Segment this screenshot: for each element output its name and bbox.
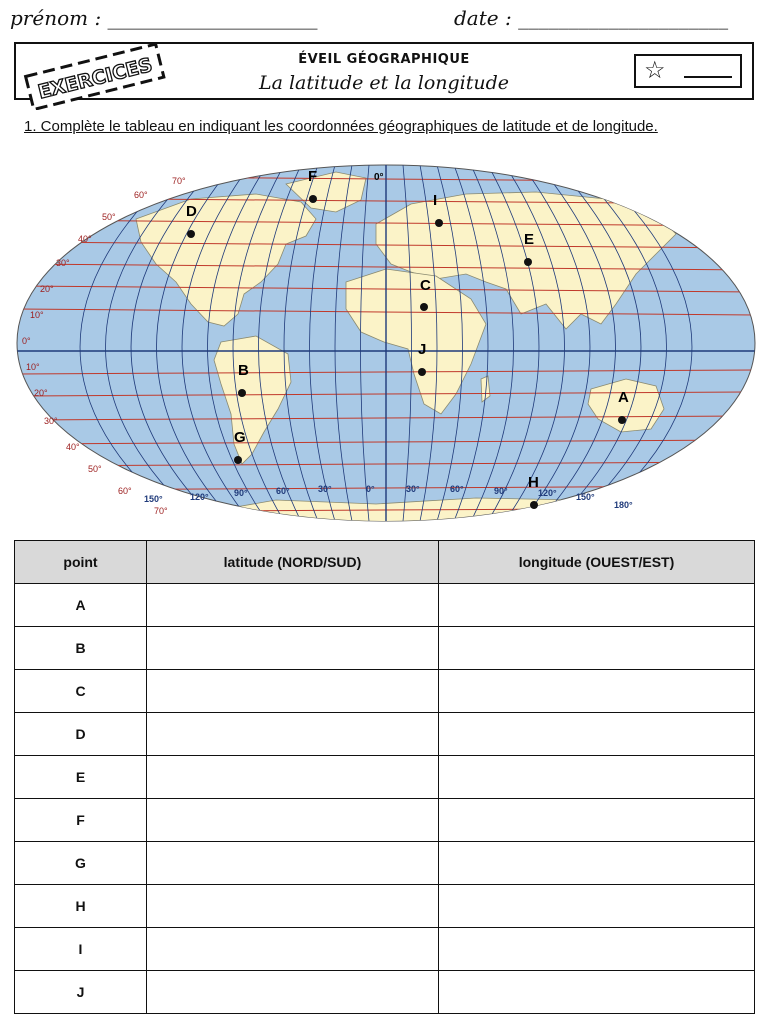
header-longitude: longitude (OUEST/EST) bbox=[439, 541, 755, 584]
map-point-dot bbox=[530, 501, 538, 509]
map-point-dot bbox=[435, 219, 443, 227]
map-point-label: D bbox=[186, 203, 197, 220]
table-row bbox=[15, 799, 755, 842]
latitude-label: 30° bbox=[56, 258, 70, 268]
map-point-dot bbox=[309, 195, 317, 203]
map-point-dot bbox=[187, 230, 195, 238]
longitude-cell[interactable] bbox=[439, 713, 755, 756]
date-label: date : bbox=[454, 6, 512, 30]
map-point-label: A bbox=[618, 389, 629, 406]
latitude-label: 50° bbox=[88, 464, 102, 474]
coordinates-table bbox=[14, 540, 755, 1014]
latitude-cell[interactable] bbox=[147, 627, 439, 670]
longitude-label: 150° bbox=[576, 492, 595, 502]
table-row bbox=[15, 670, 755, 713]
longitude-cell[interactable] bbox=[439, 885, 755, 928]
longitude-label: 120° bbox=[190, 492, 209, 502]
date-blank: _____________________ bbox=[518, 6, 729, 30]
map-point-label: C bbox=[420, 277, 431, 294]
latitude-label: 20° bbox=[34, 388, 48, 398]
map-point-label: J bbox=[418, 341, 427, 358]
longitude-cell[interactable] bbox=[439, 971, 755, 1014]
latitude-label: 40° bbox=[78, 234, 92, 244]
latitude-label: 20° bbox=[40, 284, 54, 294]
star-icon: ☆ bbox=[644, 57, 666, 84]
point-cell: D bbox=[15, 713, 147, 756]
latitude-label: 0° bbox=[22, 336, 31, 346]
table-row bbox=[15, 713, 755, 756]
latitude-label: 10° bbox=[26, 362, 40, 372]
lesson-title: La latitude et la longitude bbox=[258, 72, 510, 94]
latitude-cell[interactable] bbox=[147, 584, 439, 627]
longitude-cell[interactable] bbox=[439, 842, 755, 885]
latitude-cell[interactable] bbox=[147, 971, 439, 1014]
point-cell: E bbox=[15, 756, 147, 799]
latitude-cell[interactable] bbox=[147, 928, 439, 971]
map-point-dot bbox=[618, 416, 626, 424]
map-point-dot bbox=[234, 456, 242, 464]
score-blank[interactable] bbox=[684, 76, 732, 78]
latitude-label: 60° bbox=[134, 190, 148, 200]
point-cell: C bbox=[15, 670, 147, 713]
latitude-cell[interactable] bbox=[147, 670, 439, 713]
table-row bbox=[15, 928, 755, 971]
table-row bbox=[15, 584, 755, 627]
table-header-row bbox=[15, 541, 755, 584]
exercices-label: EXERCICES bbox=[35, 53, 155, 104]
point-cell: H bbox=[15, 885, 147, 928]
header-latitude: latitude (NORD/SUD) bbox=[147, 541, 439, 584]
map-point-label: B bbox=[238, 362, 249, 379]
latitude-label: 50° bbox=[102, 212, 116, 222]
latitude-cell[interactable] bbox=[147, 842, 439, 885]
map-point-dot bbox=[418, 368, 426, 376]
map-point-label: I bbox=[433, 192, 438, 209]
table-row bbox=[15, 885, 755, 928]
longitude-label: 150° bbox=[144, 494, 163, 504]
longitude-label: 30° bbox=[406, 484, 420, 494]
longitude-cell[interactable] bbox=[439, 627, 755, 670]
latitude-label: 70° bbox=[172, 176, 186, 186]
date-line[interactable] bbox=[454, 6, 728, 30]
instruction-text: 1. Complète le tableau en indiquant les coordonnées géographiques de latitude et de longitude. bbox=[24, 118, 658, 135]
map-point-label: H bbox=[528, 474, 539, 491]
top-meridian-label: 0° bbox=[374, 172, 384, 183]
longitude-label: 60° bbox=[450, 484, 464, 494]
latitude-label: 60° bbox=[118, 486, 132, 496]
latitude-cell[interactable] bbox=[147, 799, 439, 842]
longitude-label: 90° bbox=[234, 488, 248, 498]
point-cell: J bbox=[15, 971, 147, 1014]
exercices-tag bbox=[14, 40, 174, 110]
latitude-cell[interactable] bbox=[147, 756, 439, 799]
latitude-label: 10° bbox=[30, 310, 44, 320]
prenom-blank: _____________________ bbox=[107, 6, 318, 30]
subject-title: ÉVEIL GÉOGRAPHIQUE bbox=[298, 52, 470, 67]
prenom-line[interactable] bbox=[10, 6, 318, 30]
table-row bbox=[15, 756, 755, 799]
point-cell: G bbox=[15, 842, 147, 885]
latitude-label: 70° bbox=[154, 506, 168, 516]
longitude-cell[interactable] bbox=[439, 584, 755, 627]
longitude-label: 90° bbox=[494, 486, 508, 496]
score-box bbox=[634, 54, 742, 88]
map-point-dot bbox=[524, 258, 532, 266]
latitude-label: 30° bbox=[44, 416, 58, 426]
world-map bbox=[16, 164, 756, 522]
map-point-dot bbox=[420, 303, 428, 311]
longitude-label: 60° bbox=[276, 486, 290, 496]
longitude-label: 120° bbox=[538, 488, 557, 498]
map-point-label: G bbox=[234, 429, 246, 446]
map-point-label: E bbox=[524, 231, 535, 248]
longitude-label: 0° bbox=[366, 484, 375, 494]
point-cell: F bbox=[15, 799, 147, 842]
longitude-label: 180° bbox=[614, 500, 633, 510]
longitude-cell[interactable] bbox=[439, 756, 755, 799]
longitude-cell[interactable] bbox=[439, 928, 755, 971]
header-line bbox=[8, 6, 760, 36]
map-point-dot bbox=[238, 389, 246, 397]
point-cell: I bbox=[15, 928, 147, 971]
table-row bbox=[15, 842, 755, 885]
longitude-cell[interactable] bbox=[439, 799, 755, 842]
table-row bbox=[15, 627, 755, 670]
point-cell: B bbox=[15, 627, 147, 670]
latitude-cell[interactable] bbox=[147, 885, 439, 928]
longitude-cell[interactable] bbox=[439, 670, 755, 713]
header-point: point bbox=[15, 541, 147, 584]
latitude-label: 40° bbox=[66, 442, 80, 452]
longitude-label: 30° bbox=[318, 484, 332, 494]
point-cell: A bbox=[15, 584, 147, 627]
prenom-label: prénom : bbox=[10, 6, 102, 30]
map-point-label: F bbox=[308, 168, 318, 185]
latitude-cell[interactable] bbox=[147, 713, 439, 756]
table-row bbox=[15, 971, 755, 1014]
